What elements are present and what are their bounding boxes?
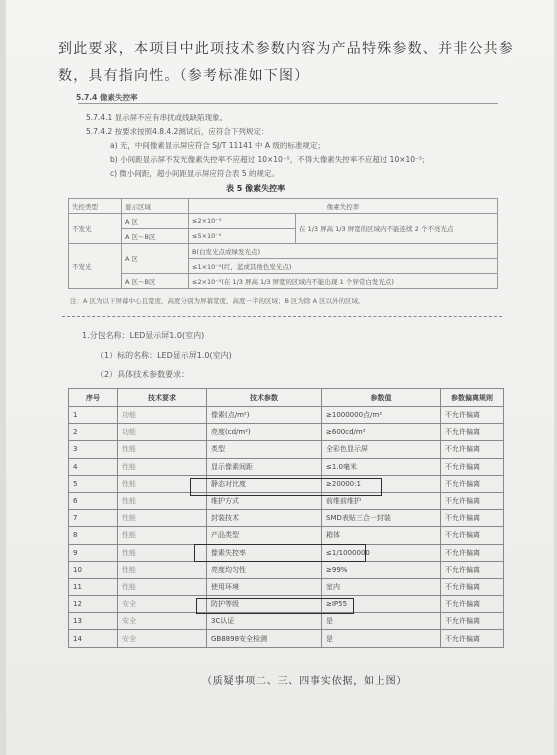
standard-line: a) 无，中间像素显示屏应符合 SJ/T 11141 中 A 级的标准规定； bbox=[110, 141, 325, 150]
cell-seq: 8 bbox=[69, 527, 118, 544]
standard-line: c) 微小间距，超小间距显示屏应符合表 5 的规定。 bbox=[110, 169, 279, 178]
table-cell: A 区～B区 bbox=[122, 229, 189, 244]
cell-seq: 14 bbox=[69, 630, 118, 647]
subject-name: （1）标的名称：LED显示屏1.0(室内) bbox=[96, 351, 232, 360]
cell-value: ≥99% bbox=[322, 561, 441, 578]
spec-row bbox=[69, 441, 504, 458]
table-cell: A 区 bbox=[122, 244, 189, 274]
crop-border bbox=[62, 316, 502, 317]
cell-value: ≥600cd/m² bbox=[322, 424, 441, 441]
header-cell: 失控类型 bbox=[69, 199, 122, 214]
cell-parameter: 像素(点/m²) bbox=[207, 407, 322, 424]
table-cell: A 区～B区 bbox=[122, 274, 189, 289]
intro-paragraph bbox=[58, 36, 528, 90]
cell-deviation-rule: 不允许偏离 bbox=[441, 544, 504, 561]
cell-requirement: 功能 bbox=[118, 424, 207, 441]
cell-seq: 2 bbox=[69, 424, 118, 441]
cell-requirement: 性能 bbox=[118, 561, 207, 578]
cell-requirement: 性能 bbox=[118, 441, 207, 458]
spec-row bbox=[69, 630, 504, 647]
cell-seq: 10 bbox=[69, 561, 118, 578]
table-cell: ≤2×10⁻⁵ bbox=[189, 214, 296, 229]
table-5-caption: 表 5 像素失控率 bbox=[226, 184, 286, 193]
cell-seq: 5 bbox=[69, 475, 118, 492]
cell-requirement: 安全 bbox=[118, 613, 207, 630]
spec-row bbox=[69, 458, 504, 475]
cell-seq: 11 bbox=[69, 578, 118, 595]
cell-deviation-rule: 不允许偏离 bbox=[441, 510, 504, 527]
cell-seq: 1 bbox=[69, 407, 118, 424]
cell-requirement: 性能 bbox=[118, 578, 207, 595]
cell-parameter: 封装技术 bbox=[207, 510, 322, 527]
cell-value: 是 bbox=[322, 630, 441, 647]
cell-value: 是 bbox=[322, 613, 441, 630]
cell-parameter: 防护等级 bbox=[207, 596, 322, 613]
cell-value: 全彩色显示屏 bbox=[322, 441, 441, 458]
cell-parameter: 静态对比度 bbox=[207, 475, 322, 492]
table-cell: ≤5×10⁻⁵ bbox=[189, 229, 296, 244]
cell-deviation-rule: 不允许偏离 bbox=[441, 561, 504, 578]
cell-requirement: 性能 bbox=[118, 458, 207, 475]
cell-deviation-rule: 不允许偏离 bbox=[441, 630, 504, 647]
cell-value: SMD表贴三合一封装 bbox=[322, 510, 441, 527]
cell-parameter: 产品类型 bbox=[207, 527, 322, 544]
cell-deviation-rule: 不允许偏离 bbox=[441, 407, 504, 424]
cell-value: ≥IP55 bbox=[322, 596, 441, 613]
cell-deviation-rule: 不允许偏离 bbox=[441, 578, 504, 595]
standard-heading: 5.7.4 像素失控率 bbox=[76, 93, 138, 102]
table-cell: B(白发光点或绿发光点) bbox=[189, 244, 498, 259]
pixel-failure-table bbox=[68, 198, 498, 289]
cell-value: ≥1000000点/m² bbox=[322, 407, 441, 424]
table-cell: 不发光 bbox=[69, 244, 122, 289]
intro-line-2: 数，具有指向性。（参考标准如下图） bbox=[58, 68, 310, 84]
cell-seq: 6 bbox=[69, 492, 118, 509]
spec-row bbox=[69, 424, 504, 441]
cell-parameter: 3C认证 bbox=[207, 613, 322, 630]
cell-parameter: 类型 bbox=[207, 441, 322, 458]
cell-parameter: 使用环境 bbox=[207, 578, 322, 595]
spec-header-row bbox=[69, 389, 504, 407]
cell-requirement: 功能 bbox=[118, 407, 207, 424]
intro-line-1: 到此要求，本项目中此项技术参数内容为产品特殊参数、并非公共参 bbox=[58, 41, 514, 57]
table-header-row bbox=[69, 199, 498, 214]
cell-deviation-rule: 不允许偏离 bbox=[441, 424, 504, 441]
cell-parameter: 像素失控率 bbox=[207, 544, 322, 561]
cell-seq: 7 bbox=[69, 510, 118, 527]
cell-requirement: 安全 bbox=[118, 630, 207, 647]
table-cell: ≤1×10⁻⁵(红，蓝或其他色发光点) bbox=[189, 259, 498, 274]
table-cell: 不发光 bbox=[69, 214, 122, 244]
cell-parameter: GB8898安全检测 bbox=[207, 630, 322, 647]
cell-deviation-rule: 不允许偏离 bbox=[441, 441, 504, 458]
cell-value: 室内 bbox=[322, 578, 441, 595]
cell-deviation-rule: 不允许偏离 bbox=[441, 458, 504, 475]
section-rule bbox=[78, 103, 498, 104]
table-row bbox=[69, 244, 498, 259]
standard-line: b) 小间距显示屏不发光像素失控率不应超过 10×10⁻⁵，不得大像素失控率不应超过 10×10⁻⁵； bbox=[110, 155, 430, 164]
cell-requirement: 性能 bbox=[118, 510, 207, 527]
standard-line: 5.7.4.1 显示屏不应有串扰或线缺陷现象。 bbox=[86, 113, 228, 122]
spec-row bbox=[69, 407, 504, 424]
spec-row bbox=[69, 510, 504, 527]
cell-parameter: 亮度(cd/m²) bbox=[207, 424, 322, 441]
cell-value: ≤1.0毫米 bbox=[322, 458, 441, 475]
cell-deviation-rule: 不允许偏离 bbox=[441, 475, 504, 492]
header-seq: 序号 bbox=[69, 389, 118, 407]
table-cell: A 区 bbox=[122, 214, 189, 229]
cell-value: 前维前维护 bbox=[322, 492, 441, 509]
cell-deviation-rule: 不允许偏离 bbox=[441, 613, 504, 630]
header-parameter: 技术参数 bbox=[207, 389, 322, 407]
cell-seq: 4 bbox=[69, 458, 118, 475]
cell-seq: 3 bbox=[69, 441, 118, 458]
package-item: 1.分包名称：LED显示屏1.0(室内) bbox=[82, 331, 205, 340]
table-row bbox=[69, 274, 498, 289]
cell-parameter: 亮度均匀性 bbox=[207, 561, 322, 578]
header-deviation-rule: 参数偏离规则 bbox=[441, 389, 504, 407]
header-cell: 显示区域 bbox=[122, 199, 189, 214]
spec-row bbox=[69, 613, 504, 630]
cell-requirement: 性能 bbox=[118, 527, 207, 544]
cell-deviation-rule: 不允许偏离 bbox=[441, 596, 504, 613]
cell-deviation-rule: 不允许偏离 bbox=[441, 492, 504, 509]
highlight-box-pixel-failure bbox=[194, 544, 366, 562]
cell-value: ≤1/1000000 bbox=[322, 544, 441, 561]
header-requirement: 技术要求 bbox=[118, 389, 207, 407]
header-value: 参数值 bbox=[322, 389, 441, 407]
cell-seq: 9 bbox=[69, 544, 118, 561]
spec-row bbox=[69, 578, 504, 595]
cell-parameter: 显示像素间距 bbox=[207, 458, 322, 475]
footnote: （质疑事项二、三、四事实依据，如上图） bbox=[202, 676, 408, 687]
highlight-box-ip-rating bbox=[196, 598, 354, 614]
cell-seq: 13 bbox=[69, 613, 118, 630]
cell-parameter: 维护方式 bbox=[207, 492, 322, 509]
cell-requirement: 性能 bbox=[118, 492, 207, 509]
table-5-note: 注：A 区为以下屏幕中心且宽度，高度分别为屏幕宽度、高度一半的区域；B 区为除 A 区以外的区域。 bbox=[70, 297, 365, 305]
scanned-page bbox=[6, 0, 554, 755]
cell-value: 箱体 bbox=[322, 527, 441, 544]
cell-seq: 12 bbox=[69, 596, 118, 613]
spec-row bbox=[69, 527, 504, 544]
cell-requirement: 安全 bbox=[118, 596, 207, 613]
cell-value: ≥20000:1 bbox=[322, 475, 441, 492]
cell-requirement: 性能 bbox=[118, 475, 207, 492]
cell-deviation-rule: 不允许偏离 bbox=[441, 527, 504, 544]
spec-row bbox=[69, 561, 504, 578]
table-cell: ≤2×10⁻⁵(在 1/3 屏高 1/3 屏宽的区域内不能出现 1 个异常白发光点) bbox=[189, 274, 498, 289]
table-cell: 在 1/3 屏高 1/3 屏宽的区域内不能连续 2 个不亮光点 bbox=[296, 214, 498, 244]
highlight-box-contrast bbox=[190, 478, 382, 496]
cell-requirement: 性能 bbox=[118, 544, 207, 561]
standard-line: 5.7.4.2 按要求按照4.8.4.2测试后，应符合下列规定： bbox=[86, 127, 269, 136]
spec-requirements-label: （2）具体技术参数要求： bbox=[96, 370, 190, 379]
table-row bbox=[69, 214, 498, 229]
header-cell: 像素失控率 bbox=[189, 199, 498, 214]
